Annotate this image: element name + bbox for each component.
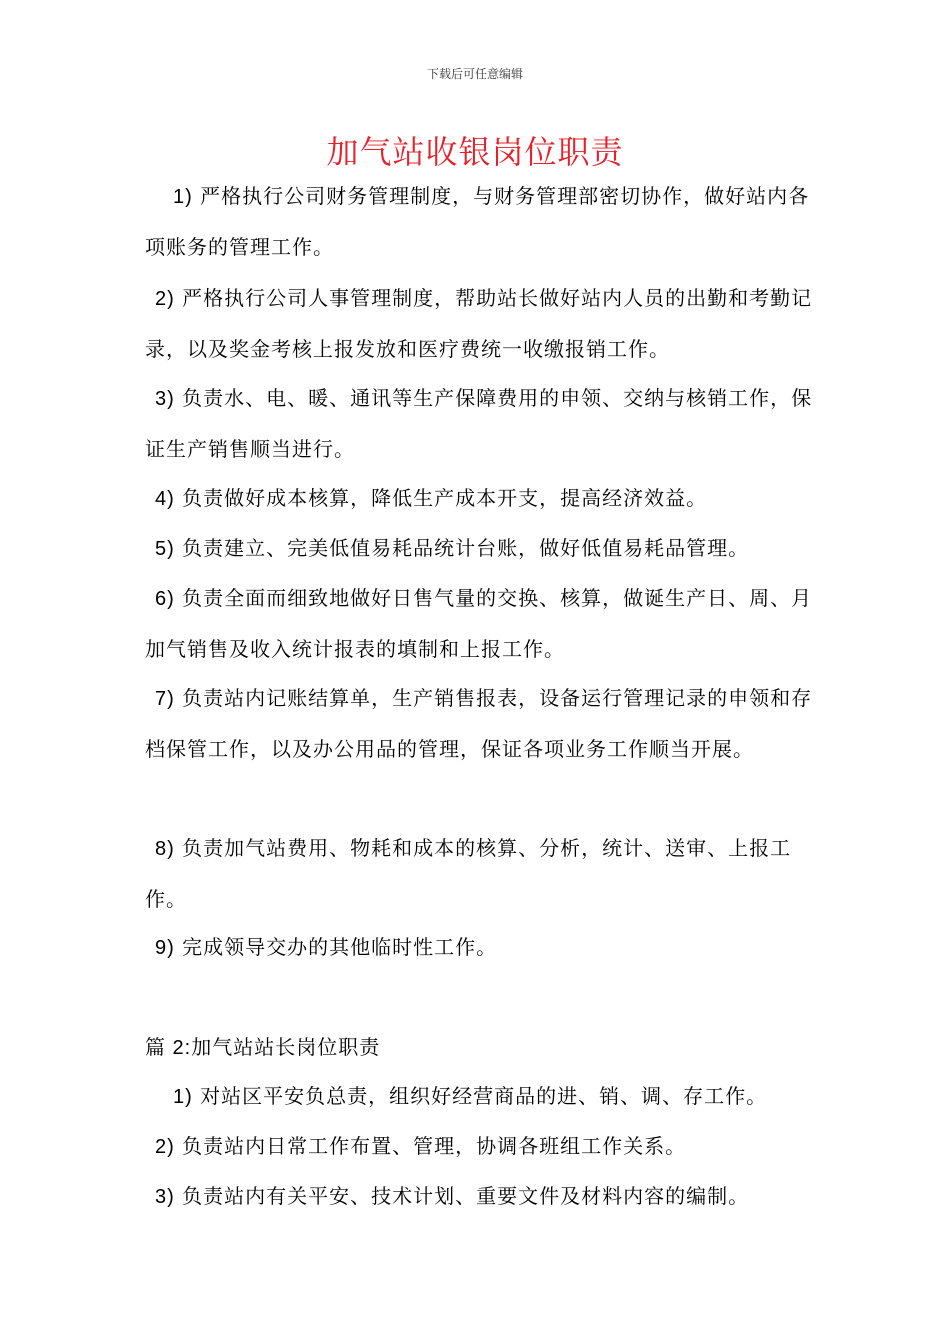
item-number: 4) (155, 488, 175, 510)
duty-item-3 (145, 373, 825, 474)
item-number: 3) (155, 1186, 175, 1208)
duty-item-3 (145, 1171, 815, 1222)
item-text: 负责加气站费用、物耗和成本的核算、分析，统计、送审、上报工作。 (145, 836, 792, 911)
item-number: 7) (155, 688, 175, 710)
item-number: 9) (155, 937, 175, 959)
item-number: 2) (155, 1136, 175, 1158)
duty-item-1 (145, 171, 815, 272)
duty-item-2 (145, 1121, 815, 1172)
item-text: 负责做好成本核算，降低生产成本开支，提高经济效益。 (182, 486, 708, 510)
duty-item-5 (145, 523, 815, 574)
duty-item-4 (145, 473, 815, 524)
item-text: 严格执行公司人事管理制度，帮助站长做好站内人员的出勤和考勤记录，以及奖金考核上报发放和医疗费统一收缴报销工作。 (145, 286, 813, 361)
item-text: 负责站内日常工作布置、管理，协调各班组工作关系。 (182, 1134, 687, 1158)
section-title: 加气站站长岗位职责 (191, 1035, 381, 1059)
item-number: 6) (155, 588, 175, 610)
duty-item-9 (145, 922, 815, 973)
item-number: 3) (155, 388, 175, 410)
duty-item-2 (145, 273, 815, 374)
duty-item-8 (145, 823, 815, 924)
item-number: 1) (173, 1086, 193, 1108)
section-heading (145, 1032, 815, 1063)
duty-item-1 (145, 1071, 815, 1122)
item-text: 完成领导交办的其他临时性工作。 (182, 935, 498, 959)
item-text: 负责站内有关平安、技术计划、重要文件及材料内容的编制。 (182, 1184, 750, 1208)
item-text: 负责水、电、暖、通讯等生产保障费用的申领、交纳与核销工作，保证生产销售顺当进行。 (145, 386, 813, 461)
item-number: 1) (173, 186, 193, 208)
duty-item-7 (145, 673, 815, 774)
item-number: 2) (155, 288, 175, 310)
item-text: 严格执行公司财务管理制度，与财务管理部密切协作，做好站内各项账务的管理工作。 (145, 184, 810, 259)
item-text: 对站区平安负总责，组织好经营商品的进、销、调、存工作。 (200, 1084, 768, 1108)
page-header-note: 下载后可任意编辑 (426, 67, 523, 81)
item-text: 负责建立、完美低值易耗品统计台账，做好低值易耗品管理。 (182, 536, 750, 560)
item-number: 8) (155, 838, 175, 860)
item-text: 负责全面而细致地做好日售气量的交换、核算，做诞生产日、周、月加气销售及收入统计报表的填制和上报工作。 (145, 586, 813, 661)
section-number: 篇 2: (145, 1037, 192, 1059)
item-number: 5) (155, 538, 175, 560)
document-title: 加气站收银岗位职责 (326, 133, 624, 171)
duty-item-6 (145, 573, 825, 674)
item-text: 负责站内记账结算单，生产销售报表，设备运行管理记录的申领和存档保管工作，以及办公用品的管理，保证各项业务工作顺当开展。 (145, 686, 813, 761)
